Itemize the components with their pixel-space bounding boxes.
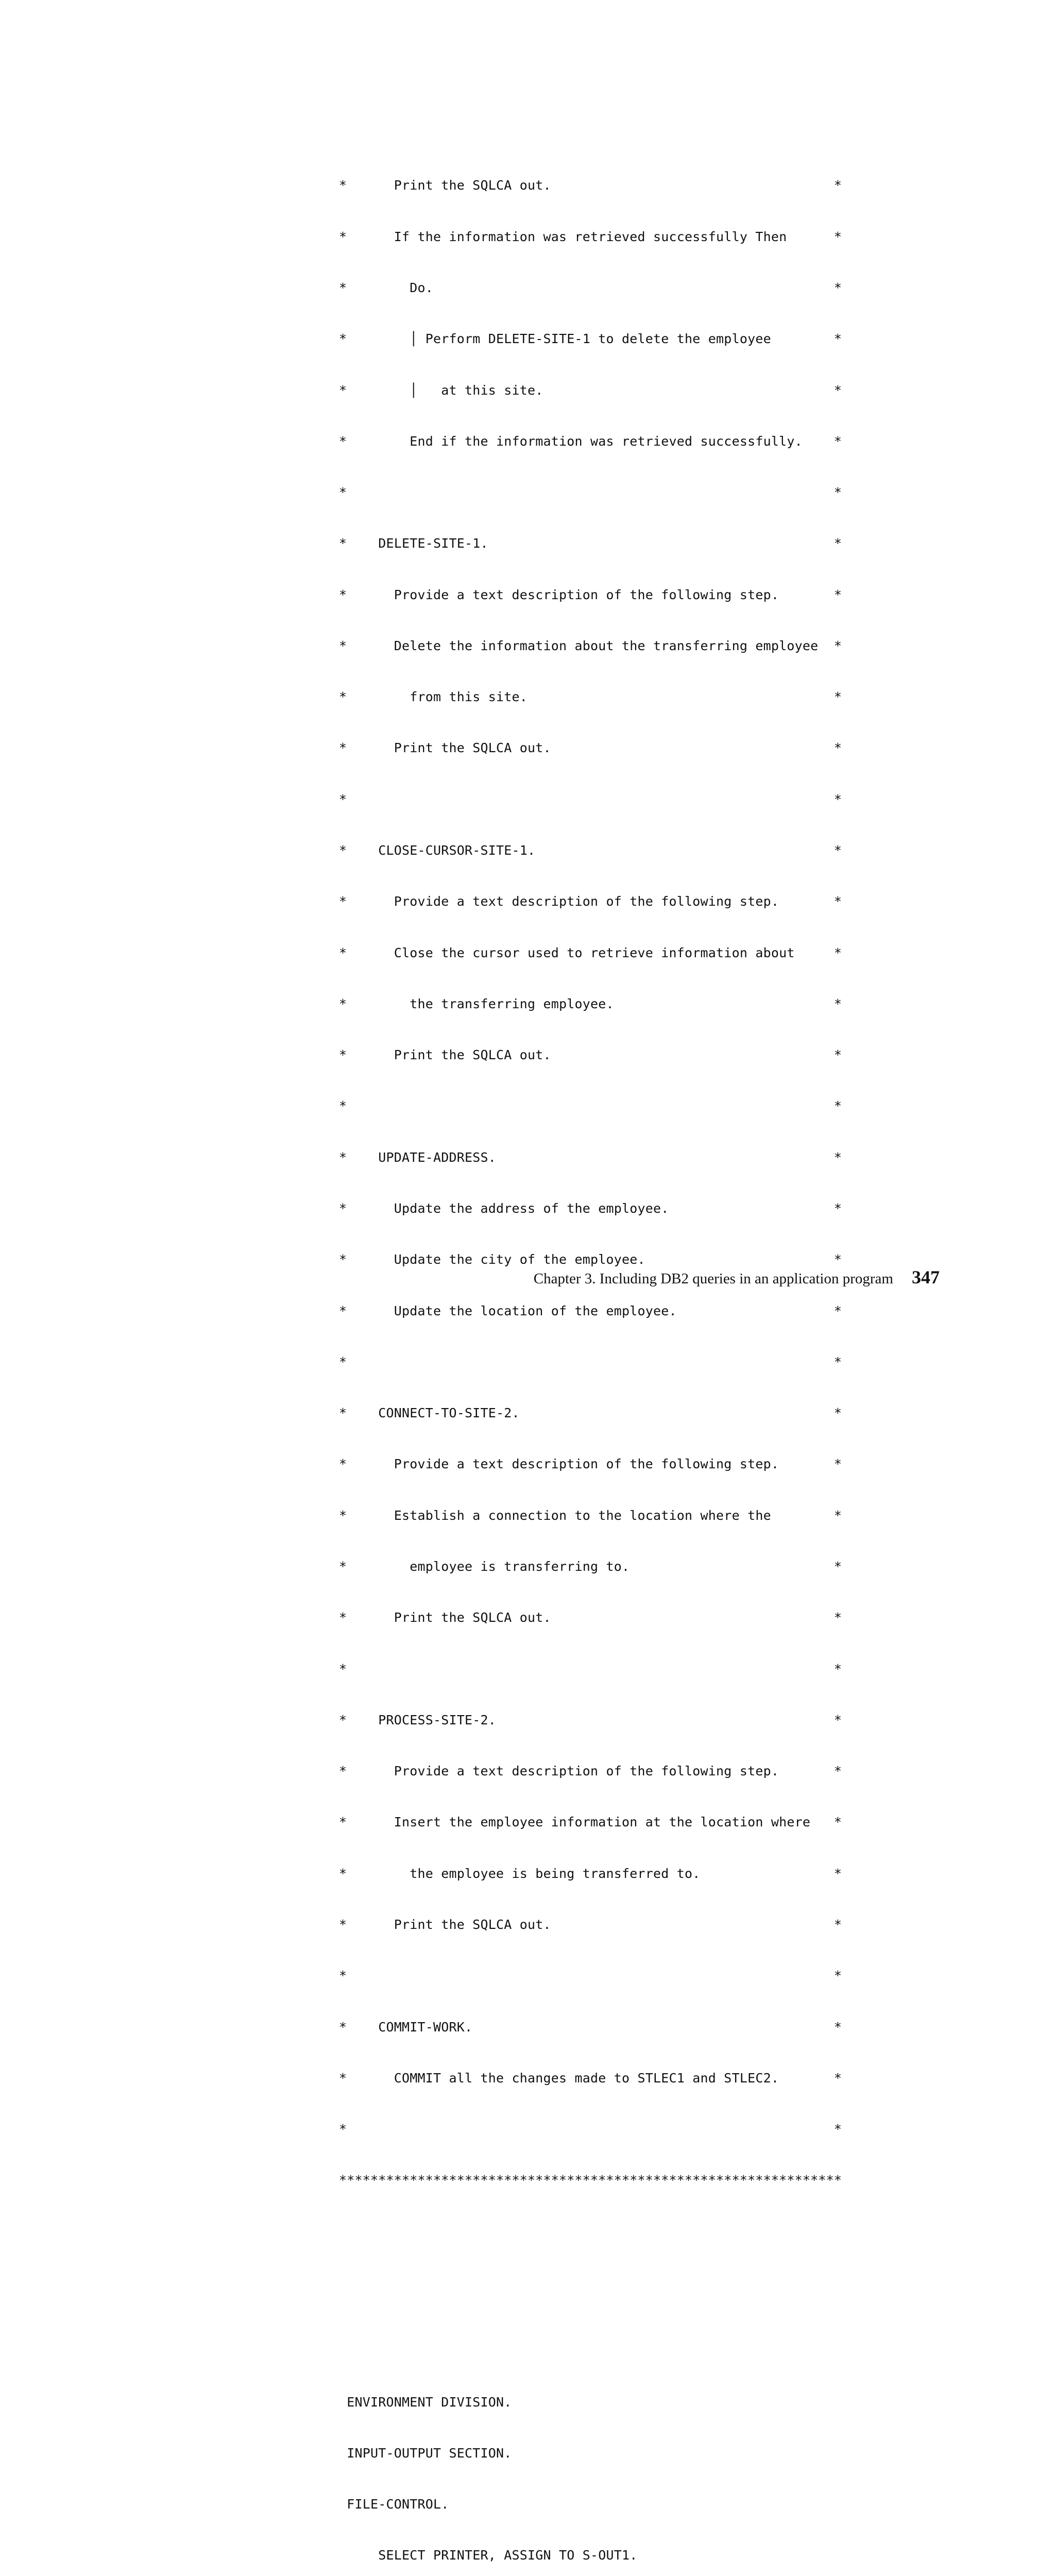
code-line: FILE-CONTROL. — [339, 2497, 449, 2512]
code-line: * COMMIT all the changes made to STLEC1 and STLEC2. * — [339, 2070, 842, 2086]
code-line: * Do. * — [339, 280, 842, 295]
code-line: * * — [339, 1098, 842, 1114]
page-footer — [534, 1266, 940, 1288]
code-line: * Provide a text description of the following step. * — [339, 587, 842, 602]
code-line: * PROCESS-SITE-2. * — [339, 1712, 842, 1727]
code-line: * Update the city of the employee. * — [339, 1252, 842, 1267]
code-line: ENVIRONMENT DIVISION. — [339, 2394, 512, 2410]
code-line: * Establish a connection to the location where the * — [339, 1507, 842, 1523]
code-line: * the transferring employee. * — [339, 996, 842, 1011]
code-line: * * — [339, 1661, 842, 1676]
code-line: * CONNECT-TO-SITE-2. * — [339, 1405, 842, 1421]
code-line: INPUT-OUTPUT SECTION. — [339, 2445, 512, 2461]
code-line: SELECT PRINTER, ASSIGN TO S-OUT1. — [339, 2548, 638, 2563]
code-line: * │ Perform DELETE-SITE-1 to delete the employee * — [339, 331, 842, 347]
blank-line — [339, 2257, 842, 2274]
code-line: * │ at this site. * — [339, 382, 842, 398]
code-line: * Print the SQLCA out. * — [339, 1047, 842, 1063]
code-line: * * — [339, 2122, 842, 2137]
code-line: * * — [339, 485, 842, 500]
environment-division — [339, 2359, 842, 2576]
chapter-title: Chapter 3. Including DB2 queries in an application program — [533, 1270, 893, 1287]
page-number: 347 — [912, 1267, 940, 1287]
code-line: * Insert the employee information at the location where * — [339, 1815, 842, 1830]
code-line: * Close the cursor used to retrieve information about * — [339, 945, 842, 960]
code-line: * Print the SQLCA out. * — [339, 1917, 842, 1932]
code-line: * UPDATE-ADDRESS. * — [339, 1149, 842, 1165]
code-line: * Provide a text description of the following step. * — [339, 894, 842, 909]
code-line: * * — [339, 791, 842, 807]
code-line: * Update the address of the employee. * — [339, 1201, 842, 1216]
code-line: * Print the SQLCA out. * — [339, 740, 842, 756]
code-line: * the employee is being transferred to. * — [339, 1866, 842, 1881]
code-line: * Update the location of the employee. * — [339, 1303, 842, 1318]
code-line: * Provide a text description of the following step. * — [339, 1456, 842, 1472]
code-line: * DELETE-SITE-1. * — [339, 536, 842, 551]
code-line: * COMMIT-WORK. * — [339, 2019, 842, 2035]
blank-line — [339, 2308, 842, 2325]
code-line: * Print the SQLCA out. * — [339, 1610, 842, 1625]
code-line: * Provide a text description of the following step. * — [339, 1764, 842, 1779]
code-line: * End if the information was retrieved successfully. * — [339, 433, 842, 449]
code-line: * * — [339, 1968, 842, 1984]
code-line: * Print the SQLCA out. * — [339, 178, 842, 193]
code-line: * employee is transferring to. * — [339, 1558, 842, 1574]
code-line: * CLOSE-CURSOR-SITE-1. * — [339, 843, 842, 858]
code-line: * If the information was retrieved successfully Then * — [339, 229, 842, 244]
code-line: * Delete the information about the transferring employee * — [339, 638, 842, 653]
block-comment — [339, 143, 842, 2223]
code-line: * from this site. * — [339, 689, 842, 705]
code-line: * * — [339, 1354, 842, 1369]
code-listing — [339, 109, 842, 2576]
code-line: **************************************************************** — [339, 2173, 842, 2188]
